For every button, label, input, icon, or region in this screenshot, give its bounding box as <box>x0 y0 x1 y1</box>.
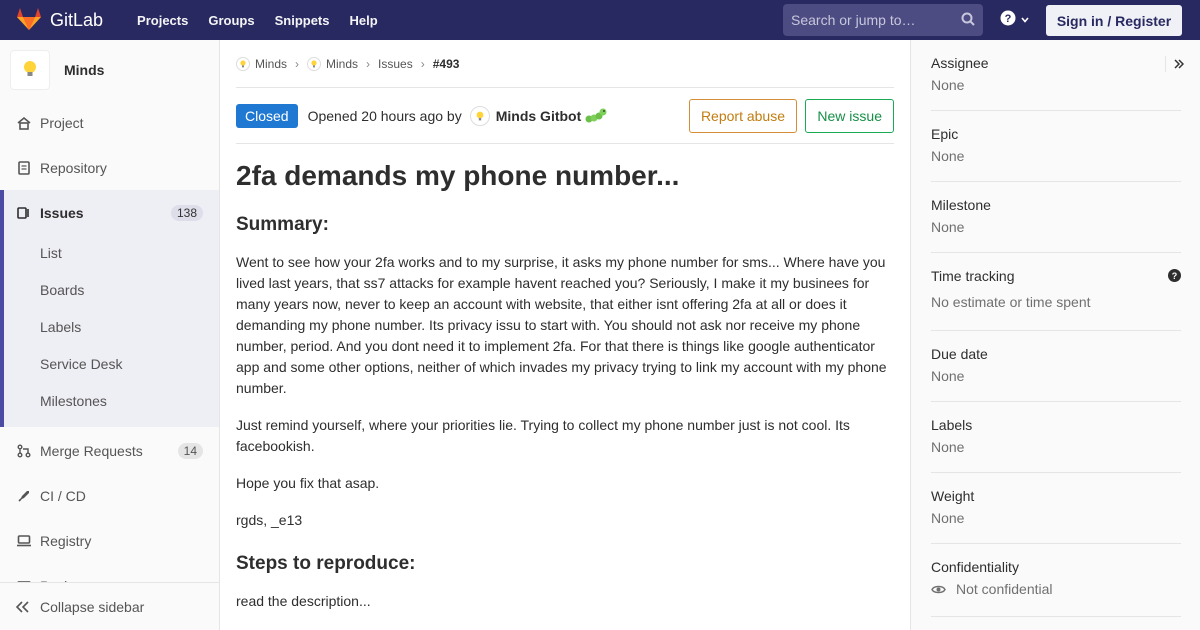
nav-link-help[interactable]: Help <box>349 12 378 28</box>
subnav-item-boards[interactable]: Boards <box>40 282 85 298</box>
time-tracking-block <box>931 268 1181 331</box>
epic-title: Epic <box>931 126 959 142</box>
sidebar-item-merge-requests[interactable] <box>0 428 219 473</box>
chevron-right-icon: › <box>295 56 300 71</box>
confidentiality-title: Confidentiality <box>931 559 1019 575</box>
labels-value: None <box>931 439 965 455</box>
description-paragraph: rgds, _e13 <box>236 512 303 528</box>
sidebar-item-label: Repository <box>40 159 107 176</box>
project-avatar <box>10 50 50 90</box>
help-icon <box>1000 10 1016 29</box>
weight-value: None <box>931 510 965 526</box>
left-sidebar <box>0 40 220 630</box>
assignee-block <box>931 55 1181 111</box>
breadcrumb <box>236 40 894 88</box>
subnav-item-list[interactable]: List <box>40 245 62 261</box>
due-date-value: None <box>931 368 965 384</box>
description-paragraph: Just remind yourself, where your priorities lie. Trying to collect my phone number just is not cool. Its facebookish. <box>236 417 850 454</box>
report-abuse-button[interactable]: Report abuse <box>689 99 797 133</box>
labels-block <box>931 417 1181 473</box>
caterpillar-icon <box>585 107 607 125</box>
sidebar-item-label: Registry <box>40 532 92 549</box>
breadcrumb-item-project[interactable] <box>307 57 358 71</box>
time-tracking-value: No estimate or time spent <box>931 294 1091 310</box>
merge-requests-count-badge: 14 <box>178 443 203 459</box>
main-content <box>236 40 894 628</box>
doc-icon <box>16 160 32 176</box>
sidebar-item-label: Merge Requests <box>40 442 143 459</box>
breadcrumb-item-group[interactable] <box>236 57 287 71</box>
summary-heading: Summary: <box>236 214 329 235</box>
assignee-value: None <box>931 77 965 93</box>
top-navbar <box>0 0 1200 40</box>
sidebar-item-cicd[interactable] <box>0 473 219 518</box>
sidebar-item-label: Project <box>40 114 84 131</box>
breadcrumb-label: Minds <box>326 56 359 71</box>
sign-in-button[interactable]: Sign in / Register <box>1046 5 1182 36</box>
home-icon <box>16 115 32 131</box>
issue-meta <box>308 106 608 126</box>
issue-title: 2fa demands my phone number... <box>236 160 680 191</box>
server-icon <box>16 533 32 549</box>
right-sidebar <box>910 40 1200 630</box>
sidebar-item-project[interactable] <box>0 100 219 145</box>
merge-icon <box>16 443 32 459</box>
new-issue-button[interactable]: New issue <box>805 99 894 133</box>
lightbulb-icon <box>23 60 37 81</box>
sidebar-item-repository[interactable] <box>0 145 219 190</box>
collapse-sidebar-button[interactable] <box>0 582 219 630</box>
subnav-item-labels[interactable]: Labels <box>40 319 82 335</box>
brand[interactable] <box>16 0 103 40</box>
confidentiality-block <box>931 559 1181 617</box>
search-icon <box>961 12 975 29</box>
time-tracking-title: Time tracking <box>931 268 1015 284</box>
sidebar-item-label: CI / CD <box>40 487 86 504</box>
collapse-sidebar-label: Collapse sidebar <box>40 598 145 615</box>
author-link[interactable]: Minds Gitbot <box>495 107 582 124</box>
lightbulb-icon <box>476 111 484 121</box>
epic-block <box>931 126 1181 182</box>
project-header[interactable] <box>0 40 219 100</box>
issues-subnav <box>0 233 219 427</box>
milestone-title: Milestone <box>931 197 991 213</box>
chevron-right-icon: › <box>420 56 425 71</box>
due-date-block <box>931 346 1181 402</box>
eye-icon <box>931 584 946 595</box>
sidebar-item-issues[interactable] <box>0 190 219 235</box>
lightbulb-icon <box>307 57 321 71</box>
nav-link-snippets[interactable]: Snippets <box>274 12 330 28</box>
brand-name: GitLab <box>50 9 104 30</box>
labels-title: Labels <box>931 417 973 433</box>
breadcrumb-item-current[interactable]: #493 <box>432 56 460 71</box>
issue-header <box>236 88 894 144</box>
chevron-down-icon <box>1020 12 1030 28</box>
confidentiality-value-row <box>931 581 1181 597</box>
question-icon[interactable] <box>1168 269 1181 282</box>
breadcrumb-item-issues[interactable]: Issues <box>378 56 413 71</box>
description-paragraph: Hope you fix that asap. <box>236 475 380 491</box>
subnav-item-service-desk[interactable]: Service Desk <box>40 356 123 372</box>
lightbulb-icon <box>236 57 250 71</box>
confidentiality-value: Not confidential <box>956 581 1053 597</box>
status-badge: Closed <box>236 104 298 128</box>
steps-heading: Steps to reproduce: <box>236 553 416 574</box>
nav-links <box>127 13 388 28</box>
search-input[interactable] <box>783 4 983 36</box>
rocket-icon <box>16 488 32 504</box>
milestone-value: None <box>931 219 965 235</box>
subnav-item-milestones[interactable]: Milestones <box>40 393 107 409</box>
description-paragraph: Went to see how your 2fa works and to my surprise, it asks my phone number for sms... Where have you lived last years, that ss7 attacks for example havent reached you? Seriously, I make it my businees for many years now, never to keep an account with website, that either isnt offering 2fa at all or does it demanding my phone number. Its privacy issu to start with. You should not ask nor receive my phone number, period. And you dont need it to implement 2fa. For that there is things like google authenticator app and some other options, neither of which invades my privacy trying to link my account with my phone number. <box>236 254 887 396</box>
opened-text: Opened 20 hours ago by <box>307 107 462 124</box>
weight-block <box>931 488 1181 544</box>
gitlab-logo-icon <box>16 7 42 34</box>
double-chevron-left-icon <box>16 601 30 613</box>
sidebar-item-registry[interactable] <box>0 518 219 563</box>
nav-link-groups[interactable]: Groups <box>208 12 255 28</box>
sidebar-item-label: Issues <box>40 204 84 221</box>
issues-count-badge: 138 <box>171 205 203 221</box>
help-dropdown[interactable] <box>1000 10 1030 29</box>
chevron-right-icon: › <box>366 56 371 71</box>
issues-icon <box>16 205 32 221</box>
nav-link-projects[interactable]: Projects <box>137 12 189 28</box>
assignee-title: Assignee <box>931 55 989 71</box>
steps-paragraph: read the description... <box>236 593 371 609</box>
epic-value: None <box>931 148 965 164</box>
breadcrumb-label: Minds <box>255 56 288 71</box>
search-placeholder: Search or jump to… <box>791 12 916 28</box>
milestone-block <box>931 197 1181 253</box>
svg-text:?: ? <box>1004 13 1012 25</box>
svg-text:?: ? <box>1171 271 1178 281</box>
project-name: Minds <box>64 62 105 78</box>
due-date-title: Due date <box>931 346 988 362</box>
author-avatar[interactable] <box>470 106 490 126</box>
weight-title: Weight <box>931 488 975 504</box>
